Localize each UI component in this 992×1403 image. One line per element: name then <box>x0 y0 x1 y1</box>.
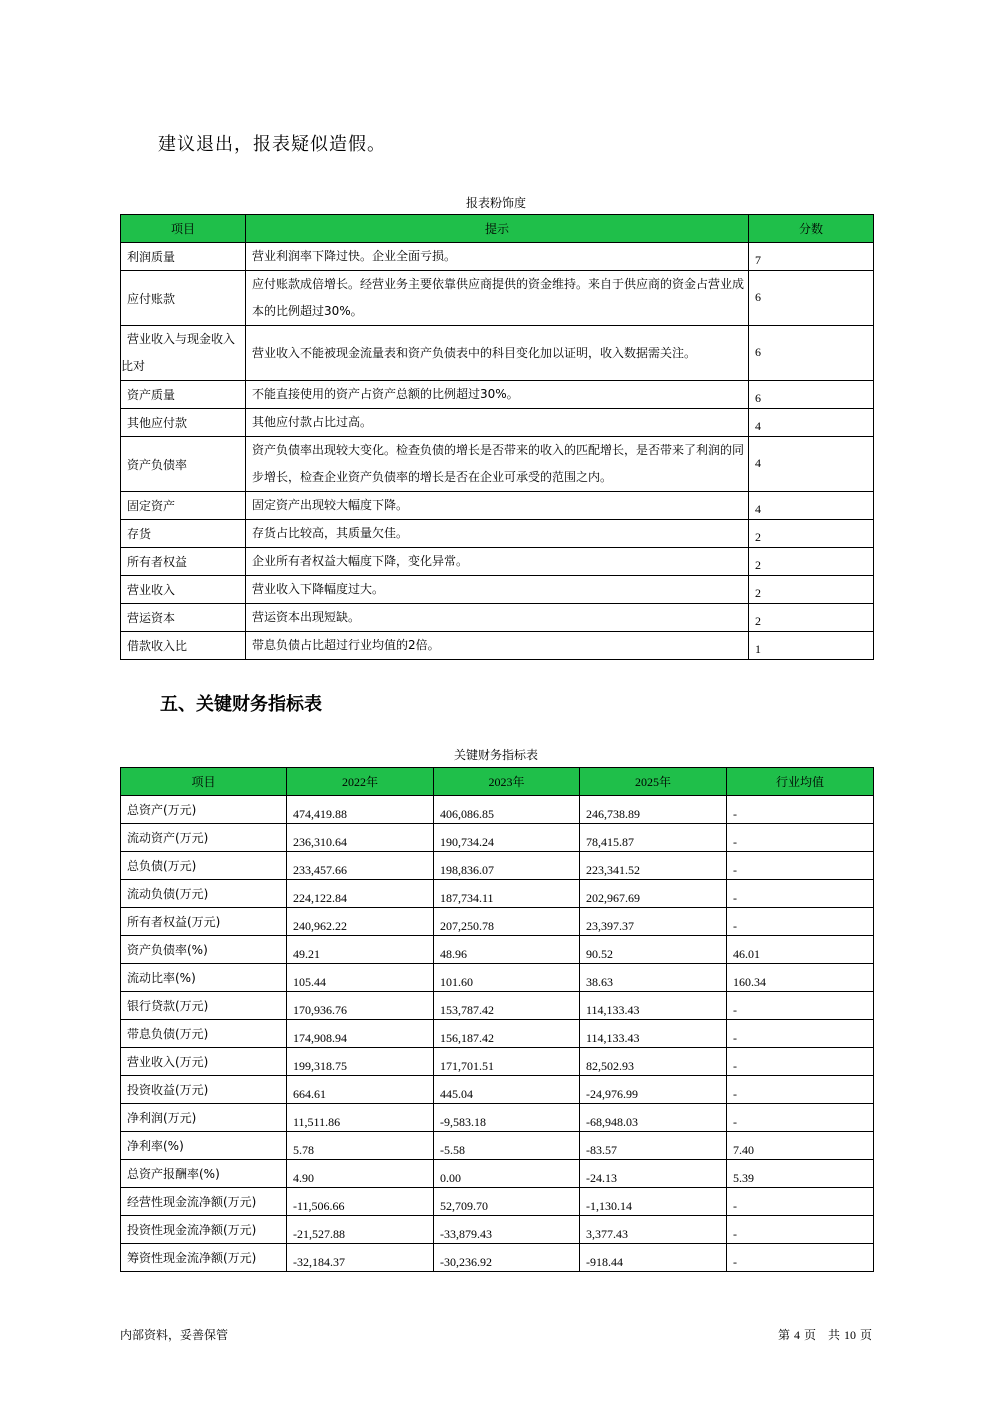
row-score: 4 <box>749 409 874 437</box>
table1-header-row <box>121 215 874 243</box>
table-row <box>121 604 874 632</box>
row-item: 带息负债(万元) <box>121 1020 287 1048</box>
table-row <box>121 326 874 381</box>
row-value: - <box>727 1020 874 1048</box>
row-score: 2 <box>749 604 874 632</box>
table1-caption: 报表粉饰度 <box>465 196 526 210</box>
row-tip: 应付账款成倍增长。经营业务主要依靠供应商提供的资金维持。来自于供应商的资金占营业成本的比例超过30%。 <box>246 271 749 326</box>
row-item: 流动资产(万元) <box>121 824 287 852</box>
row-value: 52,709.70 <box>434 1188 580 1216</box>
table-row <box>121 1076 874 1104</box>
row-value: -1,130.14 <box>580 1188 727 1216</box>
row-item: 筹资性现金流净额(万元) <box>121 1244 287 1272</box>
row-value: 5.78 <box>287 1132 434 1160</box>
table-row <box>121 576 874 604</box>
row-item: 营业收入 <box>121 576 246 604</box>
table-row <box>121 1244 874 1272</box>
row-item: 借款收入比 <box>121 632 246 660</box>
row-tip: 营业收入下降幅度过大。 <box>246 576 749 604</box>
row-item: 资产质量 <box>121 381 246 409</box>
table-row <box>121 964 874 992</box>
table-row <box>121 243 874 271</box>
row-item: 其他应付款 <box>121 409 246 437</box>
row-value: -33,879.43 <box>434 1216 580 1244</box>
row-value: 187,734.11 <box>434 880 580 908</box>
row-value: 199,318.75 <box>287 1048 434 1076</box>
row-value: 114,133.43 <box>580 1020 727 1048</box>
row-item: 投资性现金流净额(万元) <box>121 1216 287 1244</box>
row-score: 4 <box>749 492 874 520</box>
row-value: -918.44 <box>580 1244 727 1272</box>
row-value: 153,787.42 <box>434 992 580 1020</box>
row-value: -68,948.03 <box>580 1104 727 1132</box>
row-value: - <box>727 824 874 852</box>
header-score: 分数 <box>749 215 874 243</box>
header-industry-average: 行业均值 <box>727 768 874 796</box>
table-row <box>121 1188 874 1216</box>
row-item: 总负债(万元) <box>121 852 287 880</box>
row-score: 6 <box>749 381 874 409</box>
table-row <box>121 1048 874 1076</box>
row-score: 6 <box>749 271 874 326</box>
row-value: - <box>727 1076 874 1104</box>
row-value: 49.21 <box>287 936 434 964</box>
row-value: - <box>727 1244 874 1272</box>
row-tip: 存货占比较高，其质量欠佳。 <box>246 520 749 548</box>
row-score: 4 <box>749 437 874 492</box>
row-value: -11,506.66 <box>287 1188 434 1216</box>
row-value: 190,734.24 <box>434 824 580 852</box>
total-pages: 10 <box>843 1328 856 1342</box>
row-value: 101.60 <box>434 964 580 992</box>
row-value: 4.90 <box>287 1160 434 1188</box>
row-item: 流动负债(万元) <box>121 880 287 908</box>
row-value: 0.00 <box>434 1160 580 1188</box>
row-value: - <box>727 852 874 880</box>
row-score: 2 <box>749 576 874 604</box>
row-item: 所有者权益(万元) <box>121 908 287 936</box>
table-row <box>121 548 874 576</box>
row-value: -5.58 <box>434 1132 580 1160</box>
row-tip: 其他应付款占比过高。 <box>246 409 749 437</box>
row-value: 11,511.86 <box>287 1104 434 1132</box>
row-value: 207,250.78 <box>434 908 580 936</box>
row-value: 171,701.51 <box>434 1048 580 1076</box>
table-row <box>121 1132 874 1160</box>
table-row <box>121 520 874 548</box>
key-financial-indicators-table <box>120 767 874 1272</box>
row-value: 3,377.43 <box>580 1216 727 1244</box>
row-score: 2 <box>749 520 874 548</box>
row-value: -9,583.18 <box>434 1104 580 1132</box>
row-value: 160.34 <box>727 964 874 992</box>
footer-confidential-note: 内部资料，妥善保管 <box>120 1328 229 1342</box>
row-value: - <box>727 1216 874 1244</box>
section-title: 五、关键财务指标表 <box>160 694 322 715</box>
page-number-indicator: 第 4 页 共 10 页 <box>777 1328 872 1342</box>
header-item: 项目 <box>121 215 246 243</box>
row-item: 固定资产 <box>121 492 246 520</box>
table-row <box>121 437 874 492</box>
table-row <box>121 796 874 824</box>
row-value: 445.04 <box>434 1076 580 1104</box>
row-tip: 不能直接使用的资产占资产总额的比例超过30%。 <box>246 381 749 409</box>
row-score: 7 <box>749 243 874 271</box>
row-item: 存货 <box>121 520 246 548</box>
row-value: - <box>727 880 874 908</box>
row-tip: 营业收入不能被现金流量表和资产负债表中的科目变化加以证明，收入数据需关注。 <box>246 326 749 381</box>
header-item: 项目 <box>121 768 287 796</box>
row-value: - <box>727 1048 874 1076</box>
row-value: 90.52 <box>580 936 727 964</box>
row-value: -32,184.37 <box>287 1244 434 1272</box>
table-row <box>121 824 874 852</box>
table-row <box>121 1216 874 1244</box>
row-value: 406,086.85 <box>434 796 580 824</box>
row-value: -24.13 <box>580 1160 727 1188</box>
row-item: 投资收益(万元) <box>121 1076 287 1104</box>
row-value: -30,236.92 <box>434 1244 580 1272</box>
current-page-number: 4 <box>793 1328 800 1342</box>
header-year-2025: 2025年 <box>580 768 727 796</box>
row-value: 233,457.66 <box>287 852 434 880</box>
table-row <box>121 409 874 437</box>
row-item: 利润质量 <box>121 243 246 271</box>
row-item: 应付账款 <box>121 271 246 326</box>
row-score: 2 <box>749 548 874 576</box>
row-value: 5.39 <box>727 1160 874 1188</box>
row-item: 流动比率(%) <box>121 964 287 992</box>
row-value: 174,908.94 <box>287 1020 434 1048</box>
row-value: -83.57 <box>580 1132 727 1160</box>
row-tip: 资产负债率出现较大变化。检查负债的增长是否带来的收入的匹配增长，是否带来了利润的同步增长，检查企业资产负债率的增长是否在企业可承受的范围之内。 <box>246 437 749 492</box>
row-value: 38.63 <box>580 964 727 992</box>
row-value: - <box>727 908 874 936</box>
row-item: 总资产(万元) <box>121 796 287 824</box>
row-value: 23,397.37 <box>580 908 727 936</box>
row-tip: 企业所有者权益大幅度下降，变化异常。 <box>246 548 749 576</box>
row-item: 资产负债率 <box>121 437 246 492</box>
row-value: 105.44 <box>287 964 434 992</box>
table-row <box>121 381 874 409</box>
row-value: - <box>727 992 874 1020</box>
row-value: -24,976.99 <box>580 1076 727 1104</box>
table-row <box>121 852 874 880</box>
row-tip: 营运资本出现短缺。 <box>246 604 749 632</box>
row-value: 224,122.84 <box>287 880 434 908</box>
row-value: - <box>727 796 874 824</box>
row-value: 114,133.43 <box>580 992 727 1020</box>
row-value: 474,419.88 <box>287 796 434 824</box>
row-value: 240,962.22 <box>287 908 434 936</box>
table2-caption: 关键财务指标表 <box>453 748 538 762</box>
whitewash-table <box>120 214 874 660</box>
row-item: 资产负债率(%) <box>121 936 287 964</box>
table-row <box>121 492 874 520</box>
row-value: - <box>727 1188 874 1216</box>
row-item: 经营性现金流净额(万元) <box>121 1188 287 1216</box>
row-value: -21,527.88 <box>287 1216 434 1244</box>
table-row <box>121 632 874 660</box>
row-tip: 固定资产出现较大幅度下降。 <box>246 492 749 520</box>
row-item: 营业收入与现金收入比对 <box>121 326 246 381</box>
row-item: 营业收入(万元) <box>121 1048 287 1076</box>
conclusion-text: 建议退出，报表疑似造假。 <box>158 134 386 155</box>
row-tip: 带息负债占比超过行业均值的2倍。 <box>246 632 749 660</box>
table-row <box>121 271 874 326</box>
row-value: 7.40 <box>727 1132 874 1160</box>
table-row <box>121 1160 874 1188</box>
row-value: 198,836.07 <box>434 852 580 880</box>
table-row <box>121 1104 874 1132</box>
row-tip: 营业利润率下降过快。企业全面亏损。 <box>246 243 749 271</box>
row-score: 1 <box>749 632 874 660</box>
table-row <box>121 992 874 1020</box>
row-value: 78,415.87 <box>580 824 727 852</box>
table-row <box>121 936 874 964</box>
table2-header-row <box>121 768 874 796</box>
row-value: 156,187.42 <box>434 1020 580 1048</box>
row-value: 664.61 <box>287 1076 434 1104</box>
row-value: 236,310.64 <box>287 824 434 852</box>
row-item: 总资产报酬率(%) <box>121 1160 287 1188</box>
table-row <box>121 908 874 936</box>
header-year-2022: 2022年 <box>287 768 434 796</box>
row-value: 48.96 <box>434 936 580 964</box>
row-item: 银行贷款(万元) <box>121 992 287 1020</box>
row-item: 净利率(%) <box>121 1132 287 1160</box>
row-item: 所有者权益 <box>121 548 246 576</box>
table-row <box>121 880 874 908</box>
row-value: 170,936.76 <box>287 992 434 1020</box>
header-tip: 提示 <box>246 215 749 243</box>
row-value: 46.01 <box>727 936 874 964</box>
row-value: 223,341.52 <box>580 852 727 880</box>
row-value: 82,502.93 <box>580 1048 727 1076</box>
row-value: 202,967.69 <box>580 880 727 908</box>
table-row <box>121 1020 874 1048</box>
header-year-2023: 2023年 <box>434 768 580 796</box>
row-item: 营运资本 <box>121 604 246 632</box>
row-score: 6 <box>749 326 874 381</box>
row-value: 246,738.89 <box>580 796 727 824</box>
row-item: 净利润(万元) <box>121 1104 287 1132</box>
row-value: - <box>727 1104 874 1132</box>
